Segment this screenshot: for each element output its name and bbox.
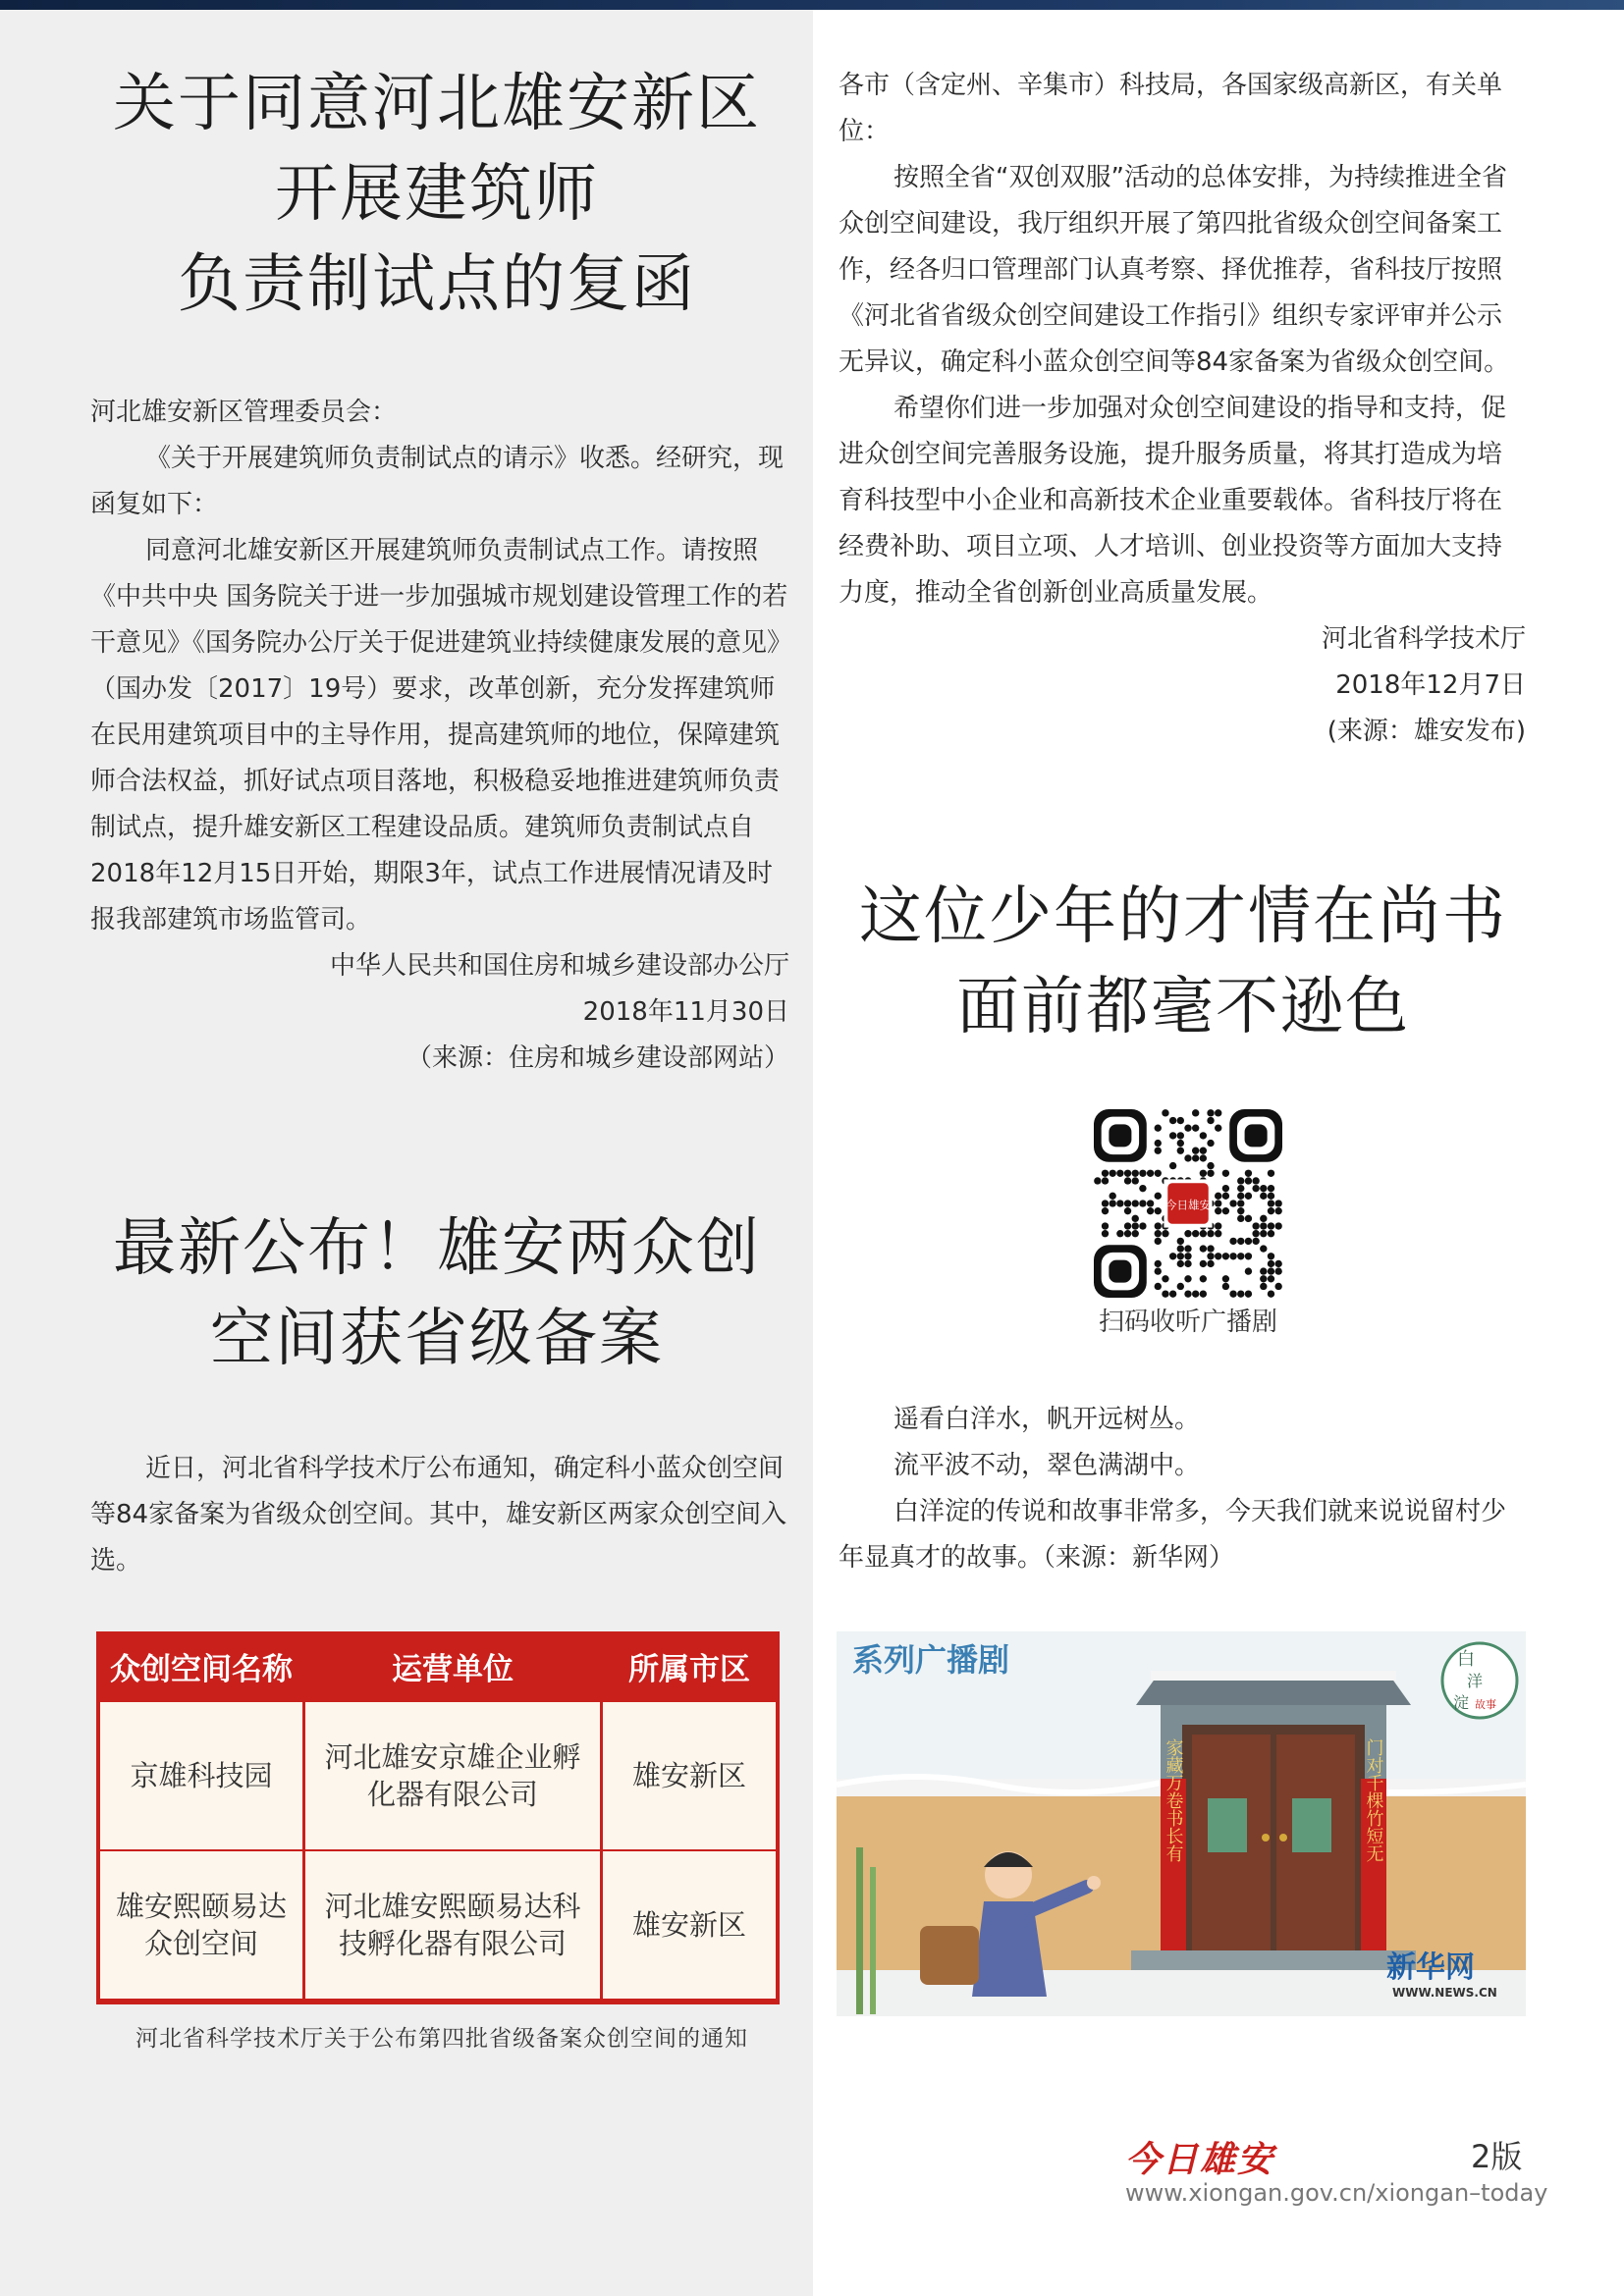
qr-module: [1207, 1109, 1214, 1116]
qr-module: [1155, 1230, 1162, 1237]
qr-module: [1268, 1253, 1274, 1259]
qr-module: [1252, 1238, 1259, 1245]
qr-module: [1252, 1177, 1259, 1184]
table-row: [100, 1702, 776, 1849]
qr-module: [1132, 1222, 1139, 1229]
header-cell: 运营单位: [392, 1651, 514, 1687]
qr-module: [1268, 1200, 1274, 1206]
qr-module: [1229, 1290, 1236, 1297]
qr-module: [1237, 1290, 1244, 1297]
qr-module: [1162, 1275, 1168, 1282]
qr-module: [1102, 1230, 1109, 1237]
qr-module: [1132, 1170, 1139, 1177]
qr-module: [1237, 1200, 1244, 1206]
title-line: 这位少年的才情在尚书: [859, 881, 1507, 953]
date: 2018年11月30日: [582, 997, 789, 1027]
qr-module: [1132, 1200, 1139, 1206]
qr-module: [1268, 1275, 1274, 1282]
qr-module: [1274, 1207, 1281, 1214]
qr-module: [1102, 1222, 1109, 1229]
page-number: 2版: [1471, 2138, 1523, 2175]
qr-module: [1102, 1170, 1109, 1177]
title-line: 最新公布！雄安两众创: [113, 1212, 761, 1285]
qr-module: [1116, 1170, 1123, 1177]
qr-module: [1200, 1290, 1207, 1297]
xinhua-url: WWW.NEWS.CN: [1392, 1986, 1497, 2000]
qr-module: [1184, 1275, 1191, 1282]
qr-module: [1229, 1200, 1236, 1206]
logo-char: 淀: [1453, 1693, 1470, 1712]
qr-module: [1184, 1260, 1191, 1267]
qr-module: [1245, 1193, 1252, 1200]
qr-module: [1177, 1253, 1184, 1259]
table-caption: [82, 2022, 789, 2056]
qr-module: [1215, 1207, 1221, 1214]
qr-caption: 扫码收听广播剧: [1098, 1308, 1277, 1337]
qr-module: [1155, 1222, 1162, 1229]
qr-module: [1116, 1230, 1123, 1237]
source: (来源：雄安发布): [1326, 717, 1526, 746]
qr-module: [1200, 1148, 1207, 1154]
qr-code[interactable]: [1094, 1109, 1282, 1298]
qr-module: [1215, 1222, 1221, 1229]
header-cell: 众创空间名称: [110, 1651, 293, 1687]
qr-module: [1268, 1185, 1274, 1192]
couplet-left: 家藏万卷书长有: [1163, 1738, 1184, 1862]
qr-module: [1237, 1215, 1244, 1222]
qr-module: [1139, 1185, 1146, 1192]
qr-module: [1102, 1207, 1109, 1214]
qr-module: [1237, 1207, 1244, 1214]
qr-module: [1215, 1125, 1221, 1132]
qr-module: [1102, 1177, 1109, 1184]
qr-module: [1222, 1170, 1229, 1177]
qr-module: [1245, 1177, 1252, 1184]
qr-module: [1237, 1185, 1244, 1192]
qr-module: [1177, 1238, 1184, 1245]
qr-module: [1200, 1154, 1207, 1161]
qr-module: [1192, 1109, 1199, 1116]
table-row: [100, 1851, 776, 1999]
qr-module: [1260, 1222, 1267, 1229]
qr-module: [1132, 1230, 1139, 1237]
qr-module: [1215, 1193, 1221, 1200]
qr-module: [1268, 1193, 1274, 1200]
qr-module: [1222, 1283, 1229, 1290]
qr-module: [1237, 1177, 1244, 1184]
qr-module: [1200, 1275, 1207, 1282]
qr-module: [1116, 1200, 1123, 1206]
qr-module: [1252, 1222, 1259, 1229]
qr-module: [1162, 1230, 1168, 1237]
qr-module: [1132, 1215, 1139, 1222]
qr-module: [1200, 1132, 1207, 1139]
qr-module: [1222, 1275, 1229, 1282]
xinhua-brand: 新华网: [1386, 1950, 1475, 1985]
paragraph: 白洋淀的传说和故事非常多，今天我们就来说说留村少年显真才的故事。（来源：新华网）: [839, 1497, 1507, 1573]
qr-module: [1268, 1267, 1274, 1274]
qr-module: [1222, 1193, 1229, 1200]
qr-module: [1132, 1177, 1139, 1184]
qr-module: [1207, 1253, 1214, 1259]
article2-title: [39, 1203, 835, 1384]
qr-module: [1222, 1185, 1229, 1192]
table-cell: 雄安新区: [603, 1851, 776, 1999]
qr-module: [1169, 1290, 1176, 1297]
qr-module: [1162, 1290, 1168, 1297]
qr-module: [1110, 1193, 1116, 1200]
footer-url[interactable]: www.xiongan.gov.cn/xiongan–today: [1125, 2179, 1548, 2207]
article2-body: [90, 1446, 789, 1584]
title-line: 面前都毫不逊色: [956, 971, 1410, 1043]
qr-module: [1252, 1230, 1259, 1237]
qr-module: [1274, 1267, 1281, 1274]
paragraph: 按照全省“双创双服”活动的总体安排，为持续推进全省众创空间建设，我厅组织开展了第四批省级众创空间备案工作，经各归口管理部门认真考察、择优推荐，省科技厅按照《河北省省级众创空间建设工作指引》组织专家评审并公示无异议，确定科小蓝众创空间等84家备案为省级众创空间。: [839, 163, 1510, 377]
qr-module: [1200, 1230, 1207, 1237]
qr-module: [1184, 1290, 1191, 1297]
qr-module: [1124, 1200, 1131, 1206]
qr-module: [1268, 1170, 1274, 1177]
table-header: [100, 1631, 776, 1700]
qr-module: [1229, 1253, 1236, 1259]
qr-module: [1147, 1207, 1154, 1214]
qr-module: [1184, 1253, 1191, 1259]
qr-module: [1110, 1170, 1116, 1177]
qr-module: [1169, 1253, 1176, 1259]
signer: 中华人民共和国住房和城乡建设部办公厅: [329, 951, 789, 981]
qr-module: [1177, 1140, 1184, 1147]
paragraph: 希望你们进一步加强对众创空间建设的指导和支持，促进众创空间完善服务设施，提升服务质量，将其打造成为培育科技型中小企业和高新技术企业重要载体。省科技厅将在经费补助、项目立项、人才培训、创业投资等方面加大支持力度，推动全省创新创业高质量发展。: [839, 394, 1507, 608]
qr-module: [1169, 1162, 1176, 1169]
paragraph: 同意河北雄安新区开展建筑师负责制试点工作。请按照《中共中央 国务院关于进一步加强城市规划建设管理工作的若干意见》《国务院办公厅关于促进建筑业持续健康发展的意见》（国办发〔2017〕19号）要求，改革创新，充分发挥建筑师在民用建筑项目中的主导作用，提高建筑师的地位，保障建筑师合法权益，抓好试点项目落地，积极稳妥地推进建筑师负责制试点，提升雄安新区工程建设品质。建筑师负责制试点自2018年12月15日开始，期限3年，试点工作进展情况请及时报我部建筑市场监管司。: [90, 536, 788, 934]
paragraph: 各市（含定州、辛集市）科技局，各国家级高新区，有关单位：: [839, 71, 1503, 146]
article1-body: [90, 390, 789, 1082]
qr-module: [1215, 1200, 1221, 1206]
header-cell: 所属市区: [628, 1651, 750, 1687]
qr-module: [1245, 1267, 1252, 1274]
qr-module: [1274, 1200, 1281, 1206]
qr-module: [1147, 1200, 1154, 1206]
qr-module: [1177, 1117, 1184, 1124]
qr-module: [1237, 1253, 1244, 1259]
source: （来源：住房和城乡建设部网站）: [406, 1043, 789, 1073]
qr-module: [1268, 1260, 1274, 1267]
qr-module: [1102, 1200, 1109, 1206]
qr-module: [1155, 1207, 1162, 1214]
qr-module: [1177, 1132, 1184, 1139]
qr-module: [1184, 1125, 1191, 1132]
qr-module: [1207, 1260, 1214, 1267]
qr-module: [1169, 1117, 1176, 1124]
qr-module: [1207, 1117, 1214, 1124]
table-cell: 雄安熙颐易达众创空间: [100, 1851, 302, 1999]
qr-module: [1207, 1140, 1214, 1147]
qr-module: [1155, 1260, 1162, 1267]
qr-module: [1252, 1185, 1259, 1192]
paragraph: 近日，河北省科学技术厅公布通知，确定科小蓝众创空间等84家备案为省级众创空间。其中，雄安新区两家众创空间入选。: [90, 1454, 787, 1575]
qr-module: [1268, 1290, 1274, 1297]
qr-module: [1110, 1200, 1116, 1206]
maker-space-table: [96, 1631, 780, 2004]
qr-module: [1200, 1260, 1207, 1267]
article1-title: [39, 59, 835, 330]
banner-series-title: 系列广播剧: [852, 1641, 1010, 1679]
salutation: 河北雄安新区管理委员会：: [90, 398, 398, 427]
qr-module: [1274, 1222, 1281, 1229]
qr-module: [1274, 1260, 1281, 1267]
qr-module: [1260, 1215, 1267, 1222]
qr-module: [1268, 1230, 1274, 1237]
qr-module: [1245, 1170, 1252, 1177]
qr-module: [1245, 1253, 1252, 1259]
qr-module: [1169, 1132, 1176, 1139]
qr-module: [1215, 1253, 1221, 1259]
radio-drama-banner[interactable]: [837, 1631, 1526, 2016]
date: 2018年12月7日: [1335, 670, 1526, 700]
qr-module: [1215, 1109, 1221, 1116]
logo-char: 白: [1457, 1649, 1475, 1670]
qr-module: [1177, 1283, 1184, 1290]
qr-module: [1184, 1245, 1191, 1252]
table-cell: 河北雄安熙颐易达科技孵化器有限公司: [305, 1851, 600, 1999]
signer: 河北省科学技术厅: [1321, 624, 1526, 654]
qr-module: [1260, 1245, 1267, 1252]
qr-module: [1192, 1230, 1199, 1237]
qr-module: [1155, 1148, 1162, 1154]
qr-module: [1260, 1193, 1267, 1200]
qr-module: [1177, 1148, 1184, 1154]
qr-module: [1245, 1290, 1252, 1297]
couplet-right: 门对千棵竹短无: [1363, 1738, 1384, 1862]
logo-char: 故事: [1475, 1698, 1496, 1711]
logo-char: 洋: [1467, 1672, 1484, 1690]
qr-module: [1260, 1267, 1267, 1274]
qr-module: [1124, 1207, 1131, 1214]
qr-module: [1124, 1177, 1131, 1184]
qr-module: [1155, 1193, 1162, 1200]
title-line: 空间获省级备案: [210, 1303, 664, 1375]
qr-module: [1274, 1283, 1281, 1290]
qr-module: [1177, 1260, 1184, 1267]
title-line: 关于同意河北雄安新区: [113, 68, 761, 140]
poem-line: 遥看白洋水，帆开远树丛。: [893, 1405, 1201, 1434]
qr-module: [1184, 1230, 1191, 1237]
qr-module: [1177, 1245, 1184, 1252]
qr-module: [1268, 1207, 1274, 1214]
qr-module: [1155, 1170, 1162, 1177]
paragraph: 《关于开展建筑师负责制试点的请示》收悉。经研究，现函复如下：: [90, 444, 785, 519]
qr-center-logo: 今日雄安: [1164, 1198, 1212, 1212]
qr-module: [1155, 1238, 1162, 1245]
qr-module: [1124, 1222, 1131, 1229]
qr-module: [1260, 1230, 1267, 1237]
qr-module: [1229, 1238, 1236, 1245]
qr-module: [1184, 1154, 1191, 1161]
qr-module: [1260, 1283, 1267, 1290]
notice-body: [839, 63, 1526, 755]
title-line: 开展建筑师: [275, 158, 599, 231]
qr-module: [1139, 1222, 1146, 1229]
table-cell: 雄安新区: [603, 1702, 776, 1849]
qr-module: [1207, 1162, 1214, 1169]
qr-module: [1139, 1200, 1146, 1206]
qr-module: [1192, 1148, 1199, 1154]
qr-module: [1207, 1245, 1214, 1252]
qr-module: [1207, 1230, 1214, 1237]
poem-line: 流平波不动，翠色满湖中。: [893, 1451, 1201, 1480]
qr-module: [1124, 1230, 1131, 1237]
qr-module: [1237, 1193, 1244, 1200]
top-bar: [0, 0, 1624, 10]
article3-body: [839, 1397, 1526, 1581]
qr-module: [1155, 1125, 1162, 1132]
qr-module: [1222, 1253, 1229, 1259]
qr-module: [1124, 1170, 1131, 1177]
qr-module: [1192, 1125, 1199, 1132]
qr-module: [1268, 1222, 1274, 1229]
qr-module: [1200, 1170, 1207, 1177]
footer-logo: 今日雄安: [1125, 2139, 1275, 2180]
qr-module: [1155, 1140, 1162, 1147]
qr-module: [1155, 1267, 1162, 1274]
qr-module: [1162, 1109, 1168, 1116]
qr-module: [1222, 1207, 1229, 1214]
table-cell: 河北雄安京雄企业孵化器有限公司: [305, 1702, 600, 1849]
article3-title: [825, 872, 1542, 1052]
qr-module: [1192, 1154, 1199, 1161]
qr-module: [1237, 1238, 1244, 1245]
title-line: 负责制试点的复函: [178, 248, 696, 321]
qr-module: [1155, 1283, 1162, 1290]
table-cell: 京雄科技园: [100, 1702, 302, 1849]
qr-module: [1139, 1170, 1146, 1177]
qr-module: [1260, 1185, 1267, 1192]
qr-module: [1260, 1275, 1267, 1282]
caption-text: 河北省科学技术厅关于公布第四批省级备案众创空间的通知: [135, 2026, 748, 2052]
qr-module: [1200, 1245, 1207, 1252]
qr-module: [1147, 1170, 1154, 1177]
qr-module: [1215, 1230, 1221, 1237]
qr-module: [1245, 1238, 1252, 1245]
qr-module: [1192, 1290, 1199, 1297]
qr-module: [1207, 1170, 1214, 1177]
qr-module: [1245, 1215, 1252, 1222]
qr-module: [1094, 1177, 1101, 1184]
